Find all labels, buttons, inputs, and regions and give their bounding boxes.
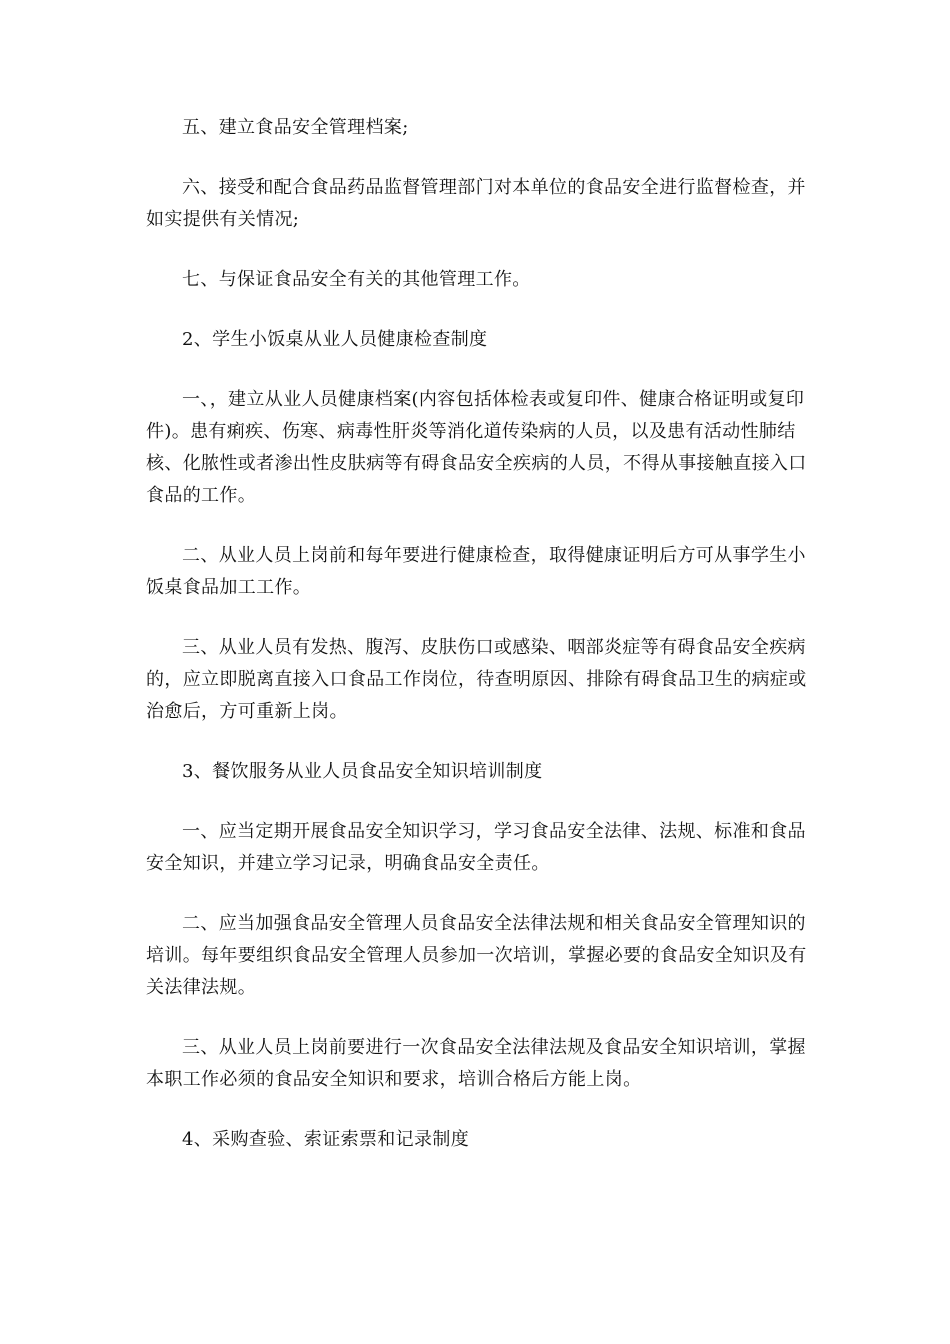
paragraph-item-6-supervision: 六、接受和配合食品药品监督管理部门对本单位的食品安全进行监督检查，并如实提供有关情况; bbox=[146, 177, 806, 230]
section-heading-procurement: 4、采购查验、索证索票和记录制度 bbox=[182, 1129, 470, 1150]
section-heading-training: 3、餐饮服务从业人员食品安全知识培训制度 bbox=[182, 761, 543, 782]
section-heading-health-check: 2、学生小饭桌从业人员健康检查制度 bbox=[182, 329, 488, 350]
paragraph-health-archive: 一、，建立从业人员健康档案(内容包括体检表或复印件、健康合格证明或复印件)。患有痢疾、伤寒、病毒性肝炎等消化道传染病的人员，以及患有活动性肺结核、化脓性或者渗出性皮肤病等有碍食品安全疾病的人员，不得从事接触直接入口食品的工作。 bbox=[146, 389, 807, 506]
paragraph-pre-job-training: 三、从业人员上岗前要进行一次食品安全法律法规及食品安全知识培训，掌握本职工作必须的食品安全知识和要求，培训合格后方能上岗。 bbox=[146, 1037, 806, 1090]
paragraph-regular-training: 一、应当定期开展食品安全知识学习，学习食品安全法律、法规、标准和食品安全知识，并建立学习记录，明确食品安全责任。 bbox=[146, 821, 806, 874]
paragraph-annual-health-check: 二、从业人员上岗前和每年要进行健康检查，取得健康证明后方可从事学生小饭桌食品加工工作。 bbox=[146, 545, 806, 598]
paragraph-manager-training: 二、应当加强食品安全管理人员食品安全法律法规和相关食品安全管理知识的培训。每年要组织食品安全管理人员参加一次培训，掌握必要的食品安全知识及有关法律法规。 bbox=[146, 913, 807, 998]
paragraph-item-7-other-work: 七、与保证食品安全有关的其他管理工作。 bbox=[182, 269, 531, 290]
paragraph-illness-removal: 三、从业人员有发热、腹泻、皮肤伤口或感染、咽部炎症等有碍食品安全疾病的，应立即脱离直接入口食品工作岗位，待查明原因、排除有碍食品卫生的病症或治愈后，方可重新上岗。 bbox=[146, 637, 807, 722]
paragraph-item-5-archive: 五、建立食品安全管理档案; bbox=[182, 117, 409, 138]
document-body bbox=[146, 112, 810, 1184]
